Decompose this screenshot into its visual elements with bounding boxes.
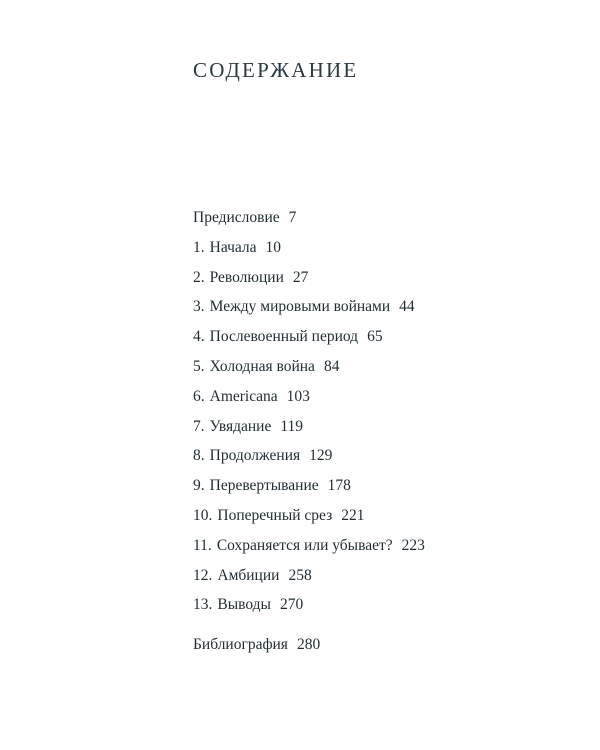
toc-entry-label: Продолжения	[209, 447, 301, 465]
toc-entry-label: Послевоенный период	[209, 328, 359, 346]
toc-entry-label: Увядание	[209, 417, 272, 435]
toc-entry-page: 119	[280, 417, 304, 435]
toc-entry-label: Перевертывание	[209, 477, 319, 495]
toc-entry-page: 103	[286, 387, 310, 405]
toc-entry-page: 27	[292, 268, 309, 286]
toc-entry-page: 270	[279, 596, 304, 614]
toc-entry-page: 65	[367, 328, 383, 346]
toc-entry-number: 4.	[193, 328, 205, 346]
toc-entry-number: 11.	[193, 536, 212, 554]
toc-entry	[193, 595, 425, 615]
toc-entry	[193, 238, 425, 258]
toc-entry	[193, 297, 425, 317]
toc-entry	[193, 446, 425, 466]
toc-entry	[193, 387, 425, 407]
toc-entry-bibliography	[193, 635, 425, 655]
toc-entry-preface	[193, 208, 425, 228]
toc-entry-number: 8.	[193, 447, 205, 465]
toc-entry	[193, 327, 425, 347]
toc-entry-label: Предисловие	[193, 209, 280, 226]
toc-entry-number: 1.	[193, 238, 205, 256]
toc-entry	[193, 536, 425, 556]
page-title: СОДЕРЖАНИЕ	[193, 58, 359, 82]
toc-entry-page: 178	[327, 477, 351, 495]
toc-entry	[193, 566, 425, 586]
toc-entry-number: 13.	[193, 596, 213, 614]
toc-entry-number: 6.	[193, 387, 205, 405]
toc-entry-number: 2.	[193, 268, 205, 286]
toc-entry	[193, 357, 425, 377]
toc-entry-page: 84	[323, 357, 340, 375]
toc-entry-label: Americana	[209, 387, 278, 405]
toc-entry-number: 9.	[193, 477, 205, 495]
toc-entry-number: 5.	[193, 357, 205, 375]
toc-entry-page: 10	[265, 238, 282, 256]
toc-entry-page: 129	[309, 447, 333, 465]
toc-entry-page: 221	[341, 506, 365, 524]
toc-entry-page: 7	[288, 209, 297, 226]
toc-entry-page: 223	[401, 536, 425, 554]
toc-entry-number: 10.	[193, 506, 213, 524]
toc-entry-label: Между мировыми войнами	[209, 298, 391, 316]
toc-entry	[193, 268, 425, 288]
toc-entry-label: Холодная война	[209, 357, 315, 375]
toc-entry	[193, 476, 425, 496]
toc-entry-label: Сохраняется или убывает?	[216, 536, 393, 554]
toc-entry-page: 44	[399, 298, 415, 316]
toc-entry-label: Начала	[209, 238, 257, 256]
table-of-contents	[193, 208, 425, 665]
toc-entry-number: 3.	[193, 298, 205, 316]
toc-entry-number: 7.	[193, 417, 205, 435]
toc-entry-label: Выводы	[217, 596, 271, 614]
toc-entry-label: Поперечный срез	[217, 506, 333, 524]
toc-entry-page: 280	[296, 636, 321, 654]
toc-entry-number: 12.	[193, 566, 213, 584]
toc-entry	[193, 506, 425, 526]
toc-entry-label: Революции	[209, 268, 284, 286]
toc-entry-label: Библиография	[193, 636, 288, 654]
toc-entry	[193, 417, 425, 437]
toc-entry-page: 258	[288, 566, 312, 584]
toc-entry-label: Амбиции	[217, 566, 280, 584]
